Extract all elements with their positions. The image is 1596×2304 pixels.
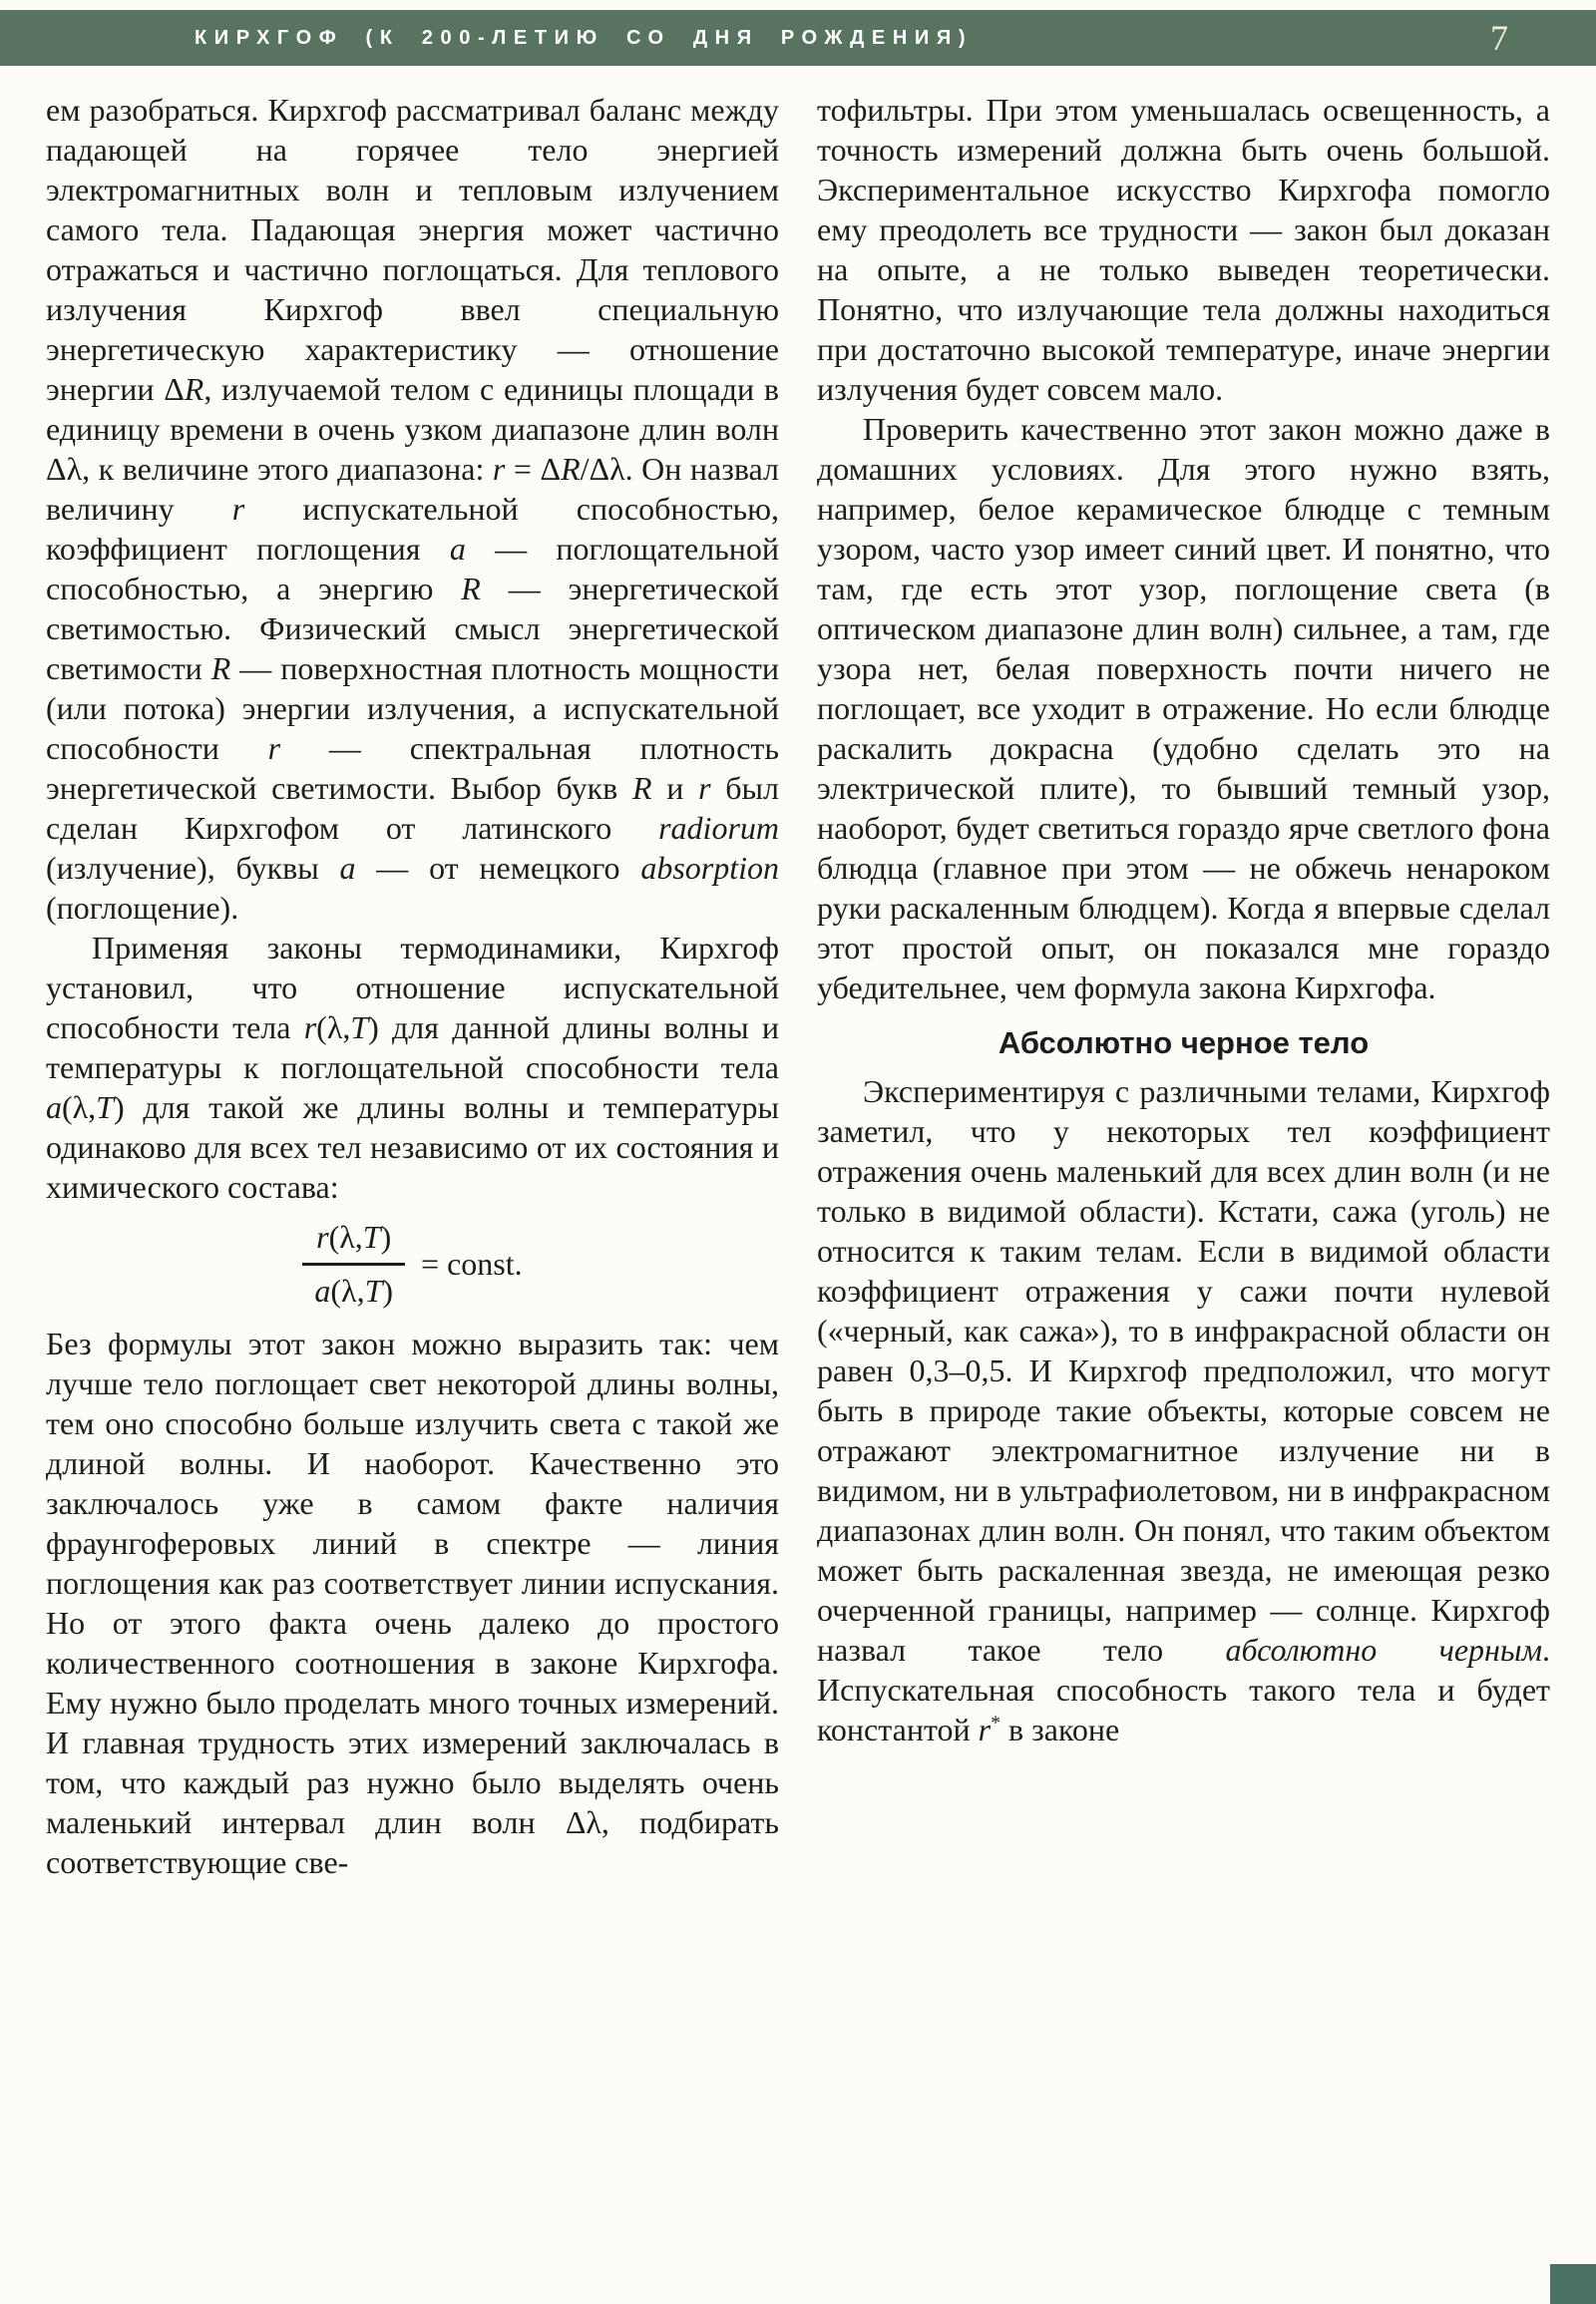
paragraph: Без формулы этот закон можно выразить так: чем лучше тело поглощает свет некоторой длины волны, тем оно способно больше излучить света с такой же длиной волны. И наоборот. Качественно это заключалось уже в самом факте наличия фраунгоферовых линий в спектре — линия поглощения как раз соответствует линии испускания. Но от этого факта очень далеко до простого количественного соотношения в законе Кирхгофа. Ему нужно было проделать много точных измерений. И главная трудность этих измерений заключалась в том, что каждый раз нужно было выделять очень маленький интервал длин волн Δλ, подбирать соответствующие све- xyxy=(46,1325,779,1880)
fraction-numerator: r(λ,T) xyxy=(316,1219,392,1255)
formula-rhs: = const. xyxy=(421,1245,523,1282)
section-heading: Абсолютно черное тело xyxy=(998,1025,1370,1060)
right-column xyxy=(817,90,1550,1882)
formula-kirchhoff-law xyxy=(46,1219,779,1310)
magazine-page xyxy=(0,10,1596,2304)
paragraph: Применяя законы термодинамики, Кирхгоф установил, что отношение испускательной способности тела r(λ,T) для данной длины волны и температуры к поглощательной способности тела a(λ,T) для такой же длины волны и температуры одинаково для всех тел независимо от их состояния и химического состава: xyxy=(46,930,780,1205)
article-body xyxy=(0,66,1596,1882)
paragraph: ем разобраться. Кирхгоф рассматривал баланс между падающей на горячее тело энергией электромагнитных волн и тепловым излучением самого тела. Падающая энергия может частично отражаться и частично поглощаться. Для теплового излучения Кирхгоф ввел специальную энергетическую характеристику — отношение энергии ΔR, излучаемой телом с единицы площади в единицу времени в очень узком диапазоне длин волн Δλ, к величине этого диапазона: r = ΔR/Δλ. Он назвал величину r испускательной способностью, коэффициент поглощения a — поглощательной способностью, а энергию R — энергетической светимостью. Физический смысл энергетической светимости R — поверхностная плотность мощности (или потока) энергии излучения, а испускательной способности r — спектральная плотность энергетической светимости. Выбор букв R и r был сделан Кирхгофом от латинского radiorum (излучение), буквы a — от немецкого absorption (поглощение). xyxy=(46,92,780,926)
fraction-denominator: a(λ,T) xyxy=(302,1263,405,1310)
running-head-title: КИРХГОФ (К 200-ЛЕТИЮ СО ДНЯ РОЖДЕНИЯ) xyxy=(195,26,974,49)
page-number: 7 xyxy=(1490,18,1508,58)
corner-decoration xyxy=(1550,2264,1596,2304)
paragraph: тофильтры. При этом уменьшалась освещенность, а точность измерений должна быть очень большой. Экспериментальное искусство Кирхгофа помогло ему преодолеть все трудности — закон был доказан на опыте, а не только выведен теоретически. Понятно, что излучающие тела должны находиться при достаточно высокой температуре, иначе энергии излучения будет совсем мало. xyxy=(817,92,1550,407)
paragraph: Проверить качественно этот закон можно даже в домашних условиях. Для этого нужно взять, например, белое керамическое блюдце с темным узором, часто узор имеет синий цвет. И понятно, что там, где есть этот узор, поглощение света (в оптическом диапазоне длин волн) сильнее, а там, где узора нет, белая поверхность почти ничего не поглощает, все уходит в отражение. Но если блюдце раскалить докрасна (удобно сделать это на электрической плите), то бывший темный узор, наоборот, будет светиться гораздо ярче светлого фона блюдца (главное при этом — не обжечь ненароком руки раскаленным блюдцем). Когда я впервые сделал этот простой опыт, он показался мне гораздо убедительнее, чем формула закона Кирхгофа. xyxy=(817,411,1550,1005)
left-column xyxy=(46,90,779,1882)
fraction xyxy=(302,1219,405,1310)
paragraph: Экспериментируя с различными телами, Кирхгоф заметил, что у некоторых тел коэффициент отражения очень маленький для всех длин волн (и не только в видимой области). Кстати, сажа (уголь) не относится к таким телам. Если в видимой области коэффициент отражения у сажи почти нулевой («черный, как сажа»), то в инфракрасной области он равен 0,3–0,5. И Кирхгоф предположил, что могут быть в природе такие объекты, которые совсем не отражают электромагнитное излучение ни в видимом, ни в ультрафиолетовом, ни в инфракрасном диапазонах длин волн. Он понял, что таким объектом может быть раскаленная звезда, не имеющая резко очерченной границы, например — солнце. Кирхгоф назвал такое тело абсолютно черным. Испускательная способность такого тела и будет константой r* в законе xyxy=(817,1073,1551,1747)
page-header xyxy=(0,10,1596,66)
